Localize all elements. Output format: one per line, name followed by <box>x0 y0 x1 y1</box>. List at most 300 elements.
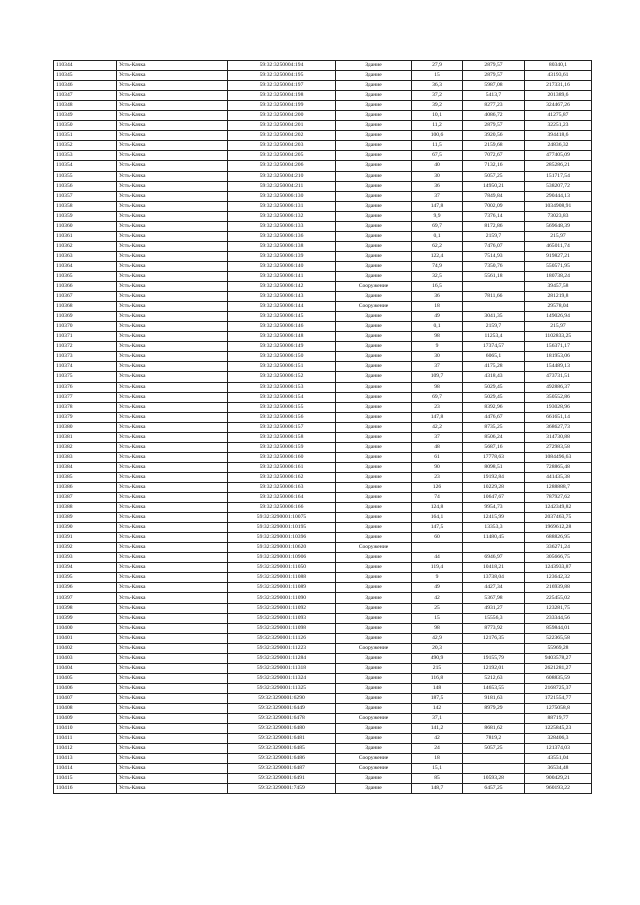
table-row <box>54 332 592 342</box>
table-row <box>54 412 592 422</box>
row-number-cell: 110376 <box>54 382 117 392</box>
table-row <box>54 422 592 432</box>
unit-price-cell: 4086,72 <box>463 111 525 121</box>
unit-price-cell: 4175,28 <box>463 362 525 372</box>
total-value-cell: 290444,13 <box>525 191 592 201</box>
table-row <box>54 663 592 673</box>
table-row <box>54 432 592 442</box>
locality-cell: Усть-Качка <box>117 764 228 774</box>
object-type-cell: Здание <box>336 704 412 714</box>
locality-cell: Усть-Качка <box>117 774 228 784</box>
total-value-cell: 36534,48 <box>525 764 592 774</box>
area-cell: 98 <box>412 332 463 342</box>
total-value-cell: 156371,17 <box>525 342 592 352</box>
row-number-cell: 110373 <box>54 352 117 362</box>
row-number-cell: 110387 <box>54 493 117 503</box>
object-type-cell: Здание <box>336 271 412 281</box>
area-cell: 61 <box>412 452 463 462</box>
unit-price-cell: 2159,68 <box>463 141 525 151</box>
table-row <box>54 704 592 714</box>
cadastral-number-cell: 59:32:3290001:11318 <box>228 663 336 673</box>
cadastral-number-cell: 59:32:3250006:157 <box>228 422 336 432</box>
area-cell: 36 <box>412 181 463 191</box>
object-type-cell: Здание <box>336 734 412 744</box>
locality-cell: Усть-Качка <box>117 382 228 392</box>
total-value-cell: 900429,21 <box>525 774 592 784</box>
table-row <box>54 533 592 543</box>
unit-price-cell: 17778,63 <box>463 452 525 462</box>
object-type-cell: Здание <box>336 402 412 412</box>
locality-cell: Усть-Качка <box>117 603 228 613</box>
locality-cell: Усть-Качка <box>117 271 228 281</box>
cadastral-number-cell: 59:32:3290001:11050 <box>228 563 336 573</box>
locality-cell: Усть-Качка <box>117 151 228 161</box>
total-value-cell: 149026,94 <box>525 312 592 322</box>
cadastral-number-cell: 59:32:3250006:139 <box>228 251 336 261</box>
locality-cell: Усть-Качка <box>117 402 228 412</box>
area-cell: 23 <box>412 472 463 482</box>
cadastral-number-cell: 59:32:3250006:158 <box>228 432 336 442</box>
object-type-cell: Здание <box>336 442 412 452</box>
unit-price-cell: 12192,01 <box>463 663 525 673</box>
unit-price-cell: 8172,86 <box>463 221 525 231</box>
object-type-cell: Здание <box>336 412 412 422</box>
total-value-cell: 9403578,27 <box>525 653 592 663</box>
unit-price-cell: 8735,25 <box>463 422 525 432</box>
area-cell: 60 <box>412 533 463 543</box>
row-number-cell: 110366 <box>54 282 117 292</box>
locality-cell: Усть-Качка <box>117 442 228 452</box>
cadastral-number-cell: 59:32:3290001:6485 <box>228 744 336 754</box>
total-value-cell: 233344,56 <box>525 613 592 623</box>
object-type-cell: Здание <box>336 774 412 784</box>
locality-cell: Усть-Качка <box>117 101 228 111</box>
table-row <box>54 452 592 462</box>
object-type-cell: Сооружение <box>336 643 412 653</box>
area-cell: 164,1 <box>412 513 463 523</box>
cadastral-number-cell: 59:32:3290001:11092 <box>228 603 336 613</box>
area-cell: 23 <box>412 402 463 412</box>
objects-table <box>53 60 592 794</box>
total-value-cell: 215,97 <box>525 322 592 332</box>
cadastral-number-cell: 59:32:3290001:6487 <box>228 764 336 774</box>
cadastral-number-cell: 59:32:3250006:133 <box>228 221 336 231</box>
row-number-cell: 110400 <box>54 623 117 633</box>
locality-cell: Усть-Качка <box>117 523 228 533</box>
total-value-cell: 314730,88 <box>525 432 592 442</box>
area-cell: 36 <box>412 292 463 302</box>
row-number-cell: 110415 <box>54 774 117 784</box>
table-row <box>54 724 592 734</box>
total-value-cell: 368627,73 <box>525 422 592 432</box>
locality-cell: Усть-Качка <box>117 462 228 472</box>
object-type-cell: Здание <box>336 392 412 402</box>
total-value-cell: 285286,21 <box>525 161 592 171</box>
locality-cell: Усть-Качка <box>117 161 228 171</box>
cadastral-number-cell: 59:32:3250006:148 <box>228 332 336 342</box>
unit-price-cell: 5367,98 <box>463 593 525 603</box>
area-cell: 215 <box>412 663 463 673</box>
table-row <box>54 251 592 261</box>
unit-price-cell: 17374,57 <box>463 342 525 352</box>
unit-price-cell: 8773,92 <box>463 623 525 633</box>
row-number-cell: 110388 <box>54 503 117 513</box>
area-cell: 119,4 <box>412 563 463 573</box>
locality-cell: Усть-Качка <box>117 141 228 151</box>
row-number-cell: 110410 <box>54 724 117 734</box>
unit-price-cell: 8098,51 <box>463 462 525 472</box>
locality-cell: Усть-Качка <box>117 201 228 211</box>
unit-price-cell: 6065,1 <box>463 352 525 362</box>
total-value-cell: 569648,39 <box>525 221 592 231</box>
cadastral-number-cell: 59:32:3250006:150 <box>228 352 336 362</box>
cadastral-number-cell: 59:32:3290001:11223 <box>228 643 336 653</box>
cadastral-number-cell: 59:32:3290001:6491 <box>228 774 336 784</box>
cadastral-number-cell: 59:32:3290001:11090 <box>228 593 336 603</box>
object-type-cell: Сооружение <box>336 302 412 312</box>
row-number-cell: 110394 <box>54 563 117 573</box>
total-value-cell: 193028,96 <box>525 402 592 412</box>
row-number-cell: 110377 <box>54 392 117 402</box>
total-value-cell: 550571,95 <box>525 261 592 271</box>
locality-cell: Усть-Качка <box>117 583 228 593</box>
locality-cell: Усть-Качка <box>117 643 228 653</box>
total-value-cell: 180738,24 <box>525 271 592 281</box>
object-type-cell: Здание <box>336 101 412 111</box>
object-type-cell: Здание <box>336 251 412 261</box>
unit-price-cell: 3920,56 <box>463 131 525 141</box>
cadastral-number-cell: 59:32:3290001:10906 <box>228 553 336 563</box>
area-cell: 11,2 <box>412 121 463 131</box>
object-type-cell: Здание <box>336 221 412 231</box>
object-type-cell: Здание <box>336 503 412 513</box>
row-number-cell: 110348 <box>54 101 117 111</box>
table-row <box>54 372 592 382</box>
total-value-cell: 328406,3 <box>525 734 592 744</box>
object-type-cell: Здание <box>336 352 412 362</box>
object-type-cell: Здание <box>336 171 412 181</box>
total-value-cell: 216939,88 <box>525 583 592 593</box>
object-type-cell: Здание <box>336 563 412 573</box>
unit-price-cell: 2879,57 <box>463 121 525 131</box>
locality-cell: Усть-Качка <box>117 543 228 553</box>
area-cell: 62,2 <box>412 241 463 251</box>
area-cell: 25 <box>412 603 463 613</box>
locality-cell: Усть-Качка <box>117 693 228 703</box>
total-value-cell: 441435,38 <box>525 472 592 482</box>
object-type-cell: Здание <box>336 322 412 332</box>
row-number-cell: 110390 <box>54 523 117 533</box>
cadastral-number-cell: 59:32:3290001:11325 <box>228 683 336 693</box>
locality-cell: Усть-Качка <box>117 784 228 794</box>
object-type-cell: Сооружение <box>336 282 412 292</box>
total-value-cell: 201389,6 <box>525 91 592 101</box>
row-number-cell: 110414 <box>54 764 117 774</box>
object-type-cell: Здание <box>336 201 412 211</box>
table-row <box>54 211 592 221</box>
object-type-cell: Здание <box>336 744 412 754</box>
total-value-cell: 272983,58 <box>525 442 592 452</box>
total-value-cell: 1275058,8 <box>525 704 592 714</box>
total-value-cell: 225455,02 <box>525 593 592 603</box>
row-number-cell: 110349 <box>54 111 117 121</box>
area-cell: 9,9 <box>412 211 463 221</box>
total-value-cell: 39457,58 <box>525 282 592 292</box>
total-value-cell: 473731,51 <box>525 372 592 382</box>
row-number-cell: 110358 <box>54 201 117 211</box>
table-row <box>54 764 592 774</box>
total-value-cell: 215,97 <box>525 231 592 241</box>
object-type-cell: Здание <box>336 231 412 241</box>
area-cell: 39,2 <box>412 101 463 111</box>
table-row <box>54 382 592 392</box>
total-value-cell: 522365,58 <box>525 633 592 643</box>
row-number-cell: 110385 <box>54 472 117 482</box>
cadastral-number-cell: 59:32:3290001:7459 <box>228 784 336 794</box>
unit-price-cell: 11253,4 <box>463 332 525 342</box>
total-value-cell: 88719,77 <box>525 714 592 724</box>
cadastral-number-cell: 59:32:3250006:144 <box>228 302 336 312</box>
total-value-cell: 43193,61 <box>525 71 592 81</box>
cadastral-number-cell: 59:32:3250006:131 <box>228 201 336 211</box>
cadastral-number-cell: 59:32:3250006:132 <box>228 211 336 221</box>
total-value-cell: 41275,87 <box>525 111 592 121</box>
locality-cell: Усть-Качка <box>117 633 228 643</box>
object-type-cell: Здание <box>336 482 412 492</box>
table-row <box>54 734 592 744</box>
unit-price-cell: 7376,14 <box>463 211 525 221</box>
table-row <box>54 543 592 553</box>
unit-price-cell: 2159,7 <box>463 231 525 241</box>
locality-cell: Усть-Качка <box>117 503 228 513</box>
total-value-cell: 281219,8 <box>525 292 592 302</box>
area-cell: 15 <box>412 71 463 81</box>
row-number-cell: 110392 <box>54 543 117 553</box>
row-number-cell: 110367 <box>54 292 117 302</box>
locality-cell: Усть-Качка <box>117 312 228 322</box>
locality-cell: Усть-Качка <box>117 352 228 362</box>
total-value-cell: 305666,75 <box>525 553 592 563</box>
cadastral-number-cell: 59:32:3290001:6449 <box>228 704 336 714</box>
total-value-cell: 217331,16 <box>525 81 592 91</box>
table-row <box>54 744 592 754</box>
area-cell: 30 <box>412 352 463 362</box>
cadastral-number-cell: 59:32:3250006:153 <box>228 382 336 392</box>
unit-price-cell: 14950,21 <box>463 181 525 191</box>
object-type-cell: Здание <box>336 71 412 81</box>
cadastral-number-cell: 59:32:3250004:202 <box>228 131 336 141</box>
cadastral-number-cell: 59:32:3250006:156 <box>228 412 336 422</box>
area-cell: 18 <box>412 754 463 764</box>
locality-cell: Усть-Качка <box>117 91 228 101</box>
object-type-cell: Здание <box>336 493 412 503</box>
table-row <box>54 261 592 271</box>
area-cell: 42 <box>412 593 463 603</box>
locality-cell: Усть-Качка <box>117 81 228 91</box>
area-cell: 147,8 <box>412 412 463 422</box>
table-row <box>54 61 592 71</box>
row-number-cell: 110395 <box>54 573 117 583</box>
locality-cell: Усть-Качка <box>117 563 228 573</box>
row-number-cell: 110375 <box>54 372 117 382</box>
unit-price-cell: 13738,04 <box>463 573 525 583</box>
cadastral-number-cell: 59:32:3250006:160 <box>228 452 336 462</box>
total-value-cell: 960193,22 <box>525 784 592 794</box>
table-row <box>54 563 592 573</box>
locality-cell: Усть-Качка <box>117 673 228 683</box>
cadastral-number-cell: 59:32:3250006:149 <box>228 342 336 352</box>
row-number-cell: 110411 <box>54 734 117 744</box>
cadastral-number-cell: 59:32:3290001:6478 <box>228 714 336 724</box>
area-cell: 100,6 <box>412 131 463 141</box>
area-cell: 40 <box>412 161 463 171</box>
unit-price-cell: 7132,16 <box>463 161 525 171</box>
row-number-cell: 110393 <box>54 553 117 563</box>
unit-price-cell: 5057,25 <box>463 171 525 181</box>
cadastral-number-cell: 59:32:3290001:6486 <box>228 754 336 764</box>
object-type-cell: Здание <box>336 342 412 352</box>
locality-cell: Усть-Качка <box>117 714 228 724</box>
area-cell: 67,5 <box>412 151 463 161</box>
object-type-cell: Здание <box>336 603 412 613</box>
unit-price-cell: 19192,84 <box>463 472 525 482</box>
unit-price-cell: 7002,09 <box>463 201 525 211</box>
cadastral-number-cell: 59:32:3250004:199 <box>228 101 336 111</box>
object-type-cell: Сооружение <box>336 764 412 774</box>
locality-cell: Усть-Качка <box>117 472 228 482</box>
locality-cell: Усть-Качка <box>117 121 228 131</box>
table-body <box>54 61 592 794</box>
locality-cell: Усть-Качка <box>117 593 228 603</box>
area-cell: 9 <box>412 342 463 352</box>
area-cell: 9 <box>412 573 463 583</box>
cadastral-number-cell: 59:32:3250004:201 <box>228 121 336 131</box>
object-type-cell: Здание <box>336 653 412 663</box>
row-number-cell: 110391 <box>54 533 117 543</box>
total-value-cell: 1288888,7 <box>525 482 592 492</box>
unit-price-cell: 2879,57 <box>463 61 525 71</box>
row-number-cell: 110357 <box>54 191 117 201</box>
total-value-cell: 465011,74 <box>525 241 592 251</box>
area-cell: 98 <box>412 382 463 392</box>
object-type-cell: Здание <box>336 81 412 91</box>
unit-price-cell: 8392,96 <box>463 402 525 412</box>
unit-price-cell: 10593,28 <box>463 774 525 784</box>
object-type-cell: Здание <box>336 673 412 683</box>
unit-price-cell: 7849,84 <box>463 191 525 201</box>
object-type-cell: Здание <box>336 432 412 442</box>
cadastral-number-cell: 59:32:3250006:142 <box>228 282 336 292</box>
total-value-cell: 2621281,27 <box>525 663 592 673</box>
area-cell: 42,9 <box>412 633 463 643</box>
locality-cell: Усть-Качка <box>117 322 228 332</box>
table-row <box>54 623 592 633</box>
area-cell: 15,1 <box>412 764 463 774</box>
locality-cell: Усть-Качка <box>117 191 228 201</box>
cadastral-number-cell: 59:32:3250006:161 <box>228 462 336 472</box>
area-cell: 20,3 <box>412 643 463 653</box>
unit-price-cell <box>463 643 525 653</box>
area-cell: 148 <box>412 683 463 693</box>
area-cell: 37 <box>412 362 463 372</box>
unit-price-cell: 7514,93 <box>463 251 525 261</box>
unit-price-cell: 8681,62 <box>463 724 525 734</box>
table-row <box>54 493 592 503</box>
locality-cell: Усть-Качка <box>117 683 228 693</box>
locality-cell: Усть-Качка <box>117 261 228 271</box>
object-type-cell: Здание <box>336 191 412 201</box>
area-cell: 69,7 <box>412 392 463 402</box>
area-cell: 27,9 <box>412 61 463 71</box>
cadastral-number-cell: 59:32:3250004:195 <box>228 71 336 81</box>
area-cell: 90 <box>412 462 463 472</box>
cadastral-number-cell: 59:32:3290001:11093 <box>228 613 336 623</box>
object-type-cell: Сооружение <box>336 754 412 764</box>
locality-cell: Усть-Качка <box>117 704 228 714</box>
cadastral-number-cell: 59:32:3250006:130 <box>228 191 336 201</box>
locality-cell: Усть-Качка <box>117 241 228 251</box>
cadastral-number-cell: 59:32:3250004:205 <box>228 151 336 161</box>
area-cell: 18 <box>412 302 463 312</box>
area-cell: 37 <box>412 191 463 201</box>
total-value-cell: 492886,37 <box>525 382 592 392</box>
total-value-cell: 324467,26 <box>525 101 592 111</box>
area-cell: 142 <box>412 704 463 714</box>
table-row <box>54 553 592 563</box>
unit-price-cell: 7476,07 <box>463 241 525 251</box>
total-value-cell: 477405,09 <box>525 151 592 161</box>
object-type-cell: Здание <box>336 332 412 342</box>
cadastral-number-cell: 59:32:3250004:211 <box>228 181 336 191</box>
table-row <box>54 352 592 362</box>
locality-cell: Усть-Качка <box>117 744 228 754</box>
object-type-cell: Здание <box>336 141 412 151</box>
object-type-cell: Здание <box>336 292 412 302</box>
total-value-cell: 154489,13 <box>525 362 592 372</box>
total-value-cell: 728865,48 <box>525 462 592 472</box>
cadastral-number-cell: 59:32:3250004:203 <box>228 141 336 151</box>
locality-cell: Усть-Качка <box>117 61 228 71</box>
area-cell: 141,2 <box>412 724 463 734</box>
unit-price-cell: 7350,76 <box>463 261 525 271</box>
cadastral-number-cell: 59:32:3250004:206 <box>228 161 336 171</box>
area-cell: 147,8 <box>412 201 463 211</box>
row-number-cell: 110362 <box>54 241 117 251</box>
object-type-cell: Здание <box>336 663 412 673</box>
total-value-cell: 1721554,77 <box>525 693 592 703</box>
row-number-cell: 110364 <box>54 261 117 271</box>
unit-price-cell: 13353,3 <box>463 523 525 533</box>
unit-price-cell: 11480,45 <box>463 533 525 543</box>
total-value-cell: 787927,62 <box>525 493 592 503</box>
total-value-cell: 1969612,28 <box>525 523 592 533</box>
cadastral-number-cell: 59:32:3290001:11126 <box>228 633 336 643</box>
unit-price-cell: 7072,67 <box>463 151 525 161</box>
unit-price-cell: 10229,28 <box>463 482 525 492</box>
area-cell: 16,5 <box>412 282 463 292</box>
unit-price-cell <box>463 714 525 724</box>
total-value-cell: 2168725,37 <box>525 683 592 693</box>
area-cell: 37,1 <box>412 714 463 724</box>
row-number-cell: 110350 <box>54 121 117 131</box>
row-number-cell: 110361 <box>54 231 117 241</box>
area-cell: 37 <box>412 432 463 442</box>
object-type-cell: Здание <box>336 573 412 583</box>
cadastral-number-cell: 59:32:3250004:197 <box>228 81 336 91</box>
total-value-cell: 1242349,82 <box>525 503 592 513</box>
area-cell: 148,7 <box>412 784 463 794</box>
row-number-cell: 110399 <box>54 613 117 623</box>
